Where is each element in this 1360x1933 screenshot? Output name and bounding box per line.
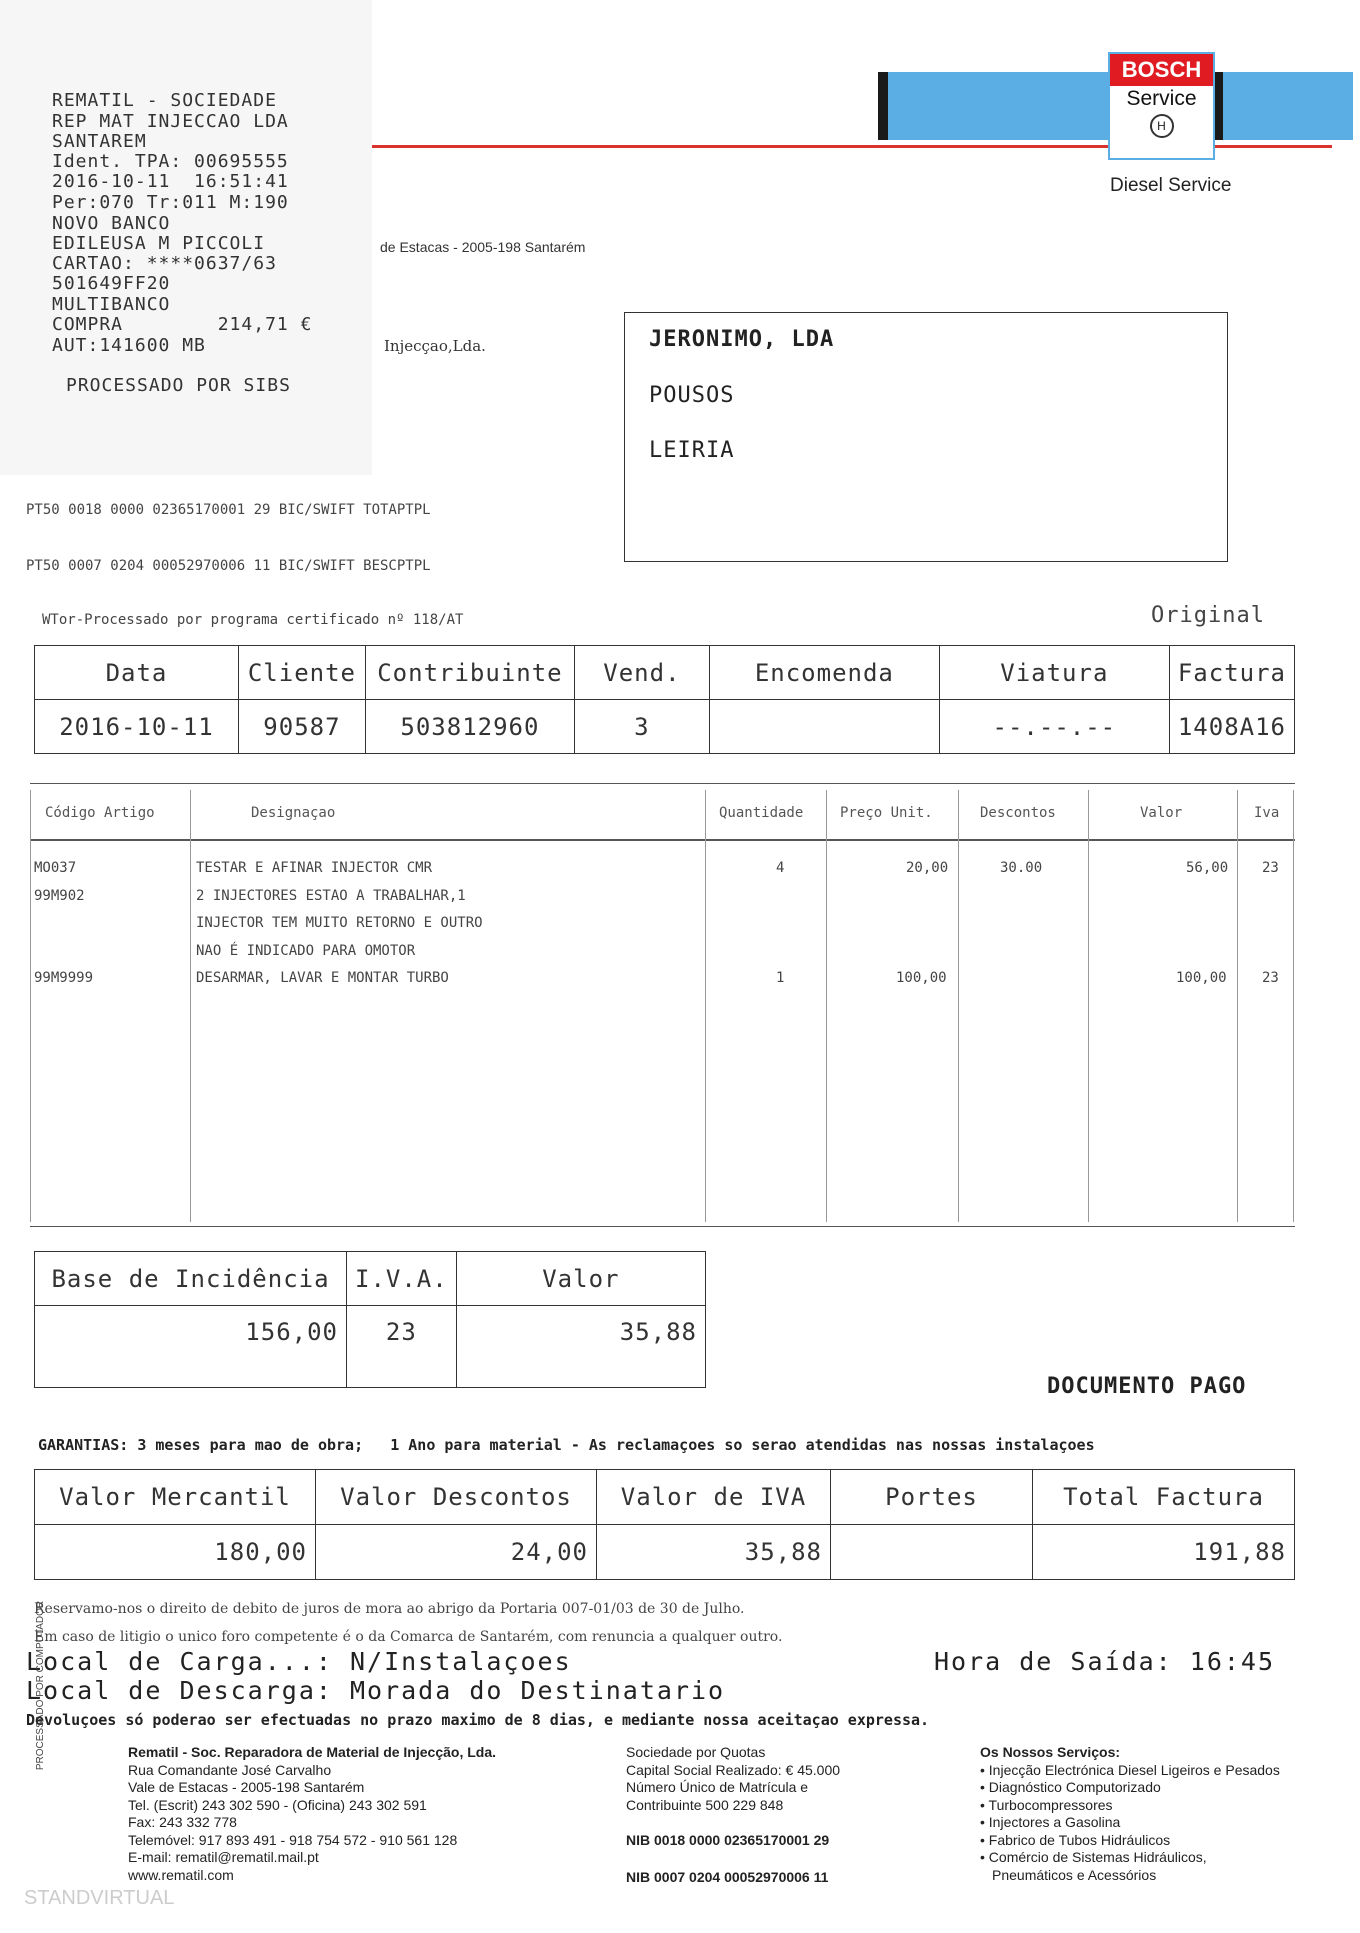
footer-quotas: Sociedade por Quotas [626,1744,766,1760]
tax-label-base: Base de Incidência [35,1252,347,1306]
items-header-unit-price: Preço Unit. [840,805,933,821]
receipt-line: 501649FF20 [52,273,171,294]
header-value-cliente: 90587 [238,700,365,754]
receipt-line: EDILEUSA M PICCOLI [52,233,266,254]
header-label-factura: Factura [1169,646,1294,700]
unload-location: Local de Descarga: Morada do Destinatario [26,1676,726,1705]
total-label-iva: Valor de IVA [597,1470,831,1525]
returns-policy: Devoluçoes só poderao ser efectuadas no prazo maximo de 8 dias, e mediante nossa aceitaçao expressa. [26,1711,930,1729]
tax-value-iva: 23 [347,1306,457,1388]
tax-label-iva: I.V.A. [347,1252,457,1306]
certification-line: WTor-Processado por programa certificado nº 118/AT [42,612,464,628]
header-value-viatura: --.--.-- [939,700,1169,754]
invoice-header-table [34,645,1295,754]
footer-services-block [980,1744,1320,1884]
total-label-mercantil: Valor Mercantil [35,1470,316,1525]
header-label-cliente: Cliente [238,646,365,700]
line-items-table [30,783,1295,1227]
paid-stamp: DOCUMENTO PAGO [1047,1374,1247,1399]
total-label-factura: Total Factura [1033,1470,1295,1525]
receipt-line: REMATIL - SOCIEDADE [52,90,277,111]
copy-label: Original [1151,603,1265,628]
header-value-encomenda [709,700,939,754]
interest-note: Reservamo-nos o direito de debito de juros de mora ao abrigo da Portaria 007-01/03 de 30 de Julho. [34,1601,745,1617]
item-description: TESTAR E AFINAR INJECTOR CMR [196,860,433,876]
diesel-service-label: Diesel Service [1110,175,1232,196]
footer-registry: Número Único de Matrícula e [626,1779,809,1795]
total-value-descontos: 24,00 [316,1525,597,1580]
items-header-code: Código Artigo [45,805,155,821]
footer-legal-block [626,1744,936,1814]
item-description: 2 INJECTORES ESTAO A TRABALHAR,1 [196,888,466,904]
total-value-factura: 191,88 [1033,1525,1295,1580]
service-item: • Turbocompressores [980,1797,1320,1815]
items-header-value: Valor [1140,805,1183,821]
footer-website: www.rematil.com [128,1866,234,1883]
logo-service: Service [1126,87,1197,110]
total-value-iva: 35,88 [597,1525,831,1580]
item-iva: 23 [1262,860,1279,876]
column-rule [30,790,31,1222]
item-description: DESARMAR, LAVAR E MONTAR TURBO [196,970,449,986]
items-header-iva: Iva [1254,805,1280,821]
footer-fax: Fax: 243 332 778 [128,1814,237,1830]
receipt-line: SANTAREM [52,131,147,152]
warranty-text: GARANTIAS: 3 meses para mao de obra; 1 Ano para material - As reclamaçoes so serao atendidas nas nossas instalaçoes [38,1436,1095,1454]
header-value-contribuinte: 503812960 [365,700,574,754]
header-label-contribuinte: Contribuinte [365,646,574,700]
nib-1-text: NIB 0018 0000 02365170001 29 [626,1832,830,1848]
item-value: 56,00 [1186,860,1229,876]
bosch-service-logo [1108,52,1215,160]
item-description: INJECTOR TEM MUITO RETORNO E OUTRO [196,915,483,931]
tax-summary-table [34,1251,706,1388]
receipt-line: REP MAT INJECCAO LDA [52,111,289,132]
footer-email: E-mail: rematil@rematil.mail.pt [128,1849,319,1865]
tax-value-amount: 35,88 [456,1306,705,1388]
computer-processed-label: PROCESSADO POR COMPUTADOR [35,1600,47,1771]
item-discount: 30.00 [1000,860,1043,876]
footer-mobile: Telemóvel: 917 893 491 - 918 754 572 - 910 561 128 [128,1831,458,1848]
bank-iban-2: PT50 0007 0204 00052970006 11 BIC/SWIFT BESCPTPL [26,558,431,574]
item-quantity: 1 [776,970,785,986]
client-city: LEIRIA [649,438,735,463]
receipt-line: PROCESSADO POR SIBS [66,375,291,396]
column-rule [705,790,706,1222]
footer-address-1: Rua Comandante José Carvalho [128,1761,332,1778]
column-rule [958,790,959,1222]
column-rule [826,790,827,1222]
footer-company-block [128,1744,598,1884]
load-location: Local de Carga...: N/Instalaçoes [26,1647,572,1676]
items-header-description: Designaçao [251,805,336,821]
receipt-line: MULTIBANCO [52,294,171,315]
item-iva: 23 [1262,970,1279,986]
tax-value-base: 156,00 [35,1306,347,1388]
footer-telephone: Tel. (Escrit) 243 302 590 - (Oficina) 243 302 591 [128,1796,427,1813]
item-code: 99M9999 [34,970,94,986]
bank-iban-1: PT50 0018 0000 02365170001 29 BIC/SWIFT TOTAPTPL [26,502,431,518]
items-header-discounts: Descontos [980,805,1056,821]
service-item: • Injecção Electrónica Diesel Ligeiros e Pesados [980,1762,1320,1780]
column-rule [1088,790,1089,1222]
service-item: • Fabrico de Tubos Hidráulicos [980,1832,1320,1850]
footer-capital: Capital Social Realizado: € 45.000 [626,1761,841,1778]
header-label-vend: Vend. [574,646,709,700]
footer-nib-1 [626,1832,829,1850]
footer-address-2: Vale de Estacas - 2005-198 Santarém [128,1779,365,1795]
items-header-quantity: Quantidade [719,805,804,821]
item-unit-price: 100,00 [896,970,947,986]
header-band [1215,72,1353,140]
header-value-vend: 3 [574,700,709,754]
header-label-data: Data [35,646,239,700]
court-note: Em caso de litigio o unico foro competente é o da Comarca de Santarém, com renuncia a qualquer outro. [34,1629,783,1645]
receipt-line: NOVO BANCO [52,213,171,234]
footer-taxid: Contribuinte 500 229 848 [626,1796,784,1813]
receipt-line: CARTAO: ****0637/63 [52,253,277,274]
receipt-line: COMPRA 214,71 € [52,314,313,335]
item-quantity: 4 [776,860,785,876]
receipt-line: Per:070 Tr:011 M:190 [52,192,289,213]
column-rule [1237,790,1238,1222]
totals-table [34,1469,1295,1580]
receipt-line: 2016-10-11 16:51:41 [52,171,289,192]
item-description: NAO É INDICADO PARA OMOTOR [196,943,416,959]
item-code: 99M902 [34,888,85,904]
header-label-viatura: Viatura [939,646,1169,700]
receipt-line: AUT:141600 MB [52,335,206,356]
receipt-line: Ident. TPA: 00695555 [52,151,289,172]
nib-2-text: NIB 0007 0204 00052970006 11 [626,1869,829,1885]
item-code: MO037 [34,860,77,876]
client-locality: POUSOS [649,383,735,408]
footer-company-name: Rematil - Soc. Reparadora de Material de Injecção, Lda. [128,1744,497,1760]
column-rule [190,790,191,1222]
total-value-portes [831,1525,1033,1580]
company-address-partial: de Estacas - 2005-198 Santarém [380,239,586,255]
line-items-header-rule [30,839,1295,841]
company-name-partial: Injecçao,Lda. [384,337,486,355]
total-label-descontos: Valor Descontos [316,1470,597,1525]
total-label-portes: Portes [831,1470,1033,1525]
client-address-box [624,312,1228,562]
header-label-encomenda: Encomenda [709,646,939,700]
service-item: • Diagnóstico Computorizado [980,1779,1320,1797]
logo-brand: BOSCH [1110,54,1213,86]
service-item: • Comércio de Sistemas Hidráulicos, [980,1849,1320,1867]
service-item-continued: Pneumáticos e Acessórios [992,1866,1157,1883]
payment-receipt [0,0,372,475]
bosch-armature-icon: H [1150,114,1174,138]
tax-label-value: Valor [456,1252,705,1306]
item-value: 100,00 [1176,970,1227,986]
services-title: Os Nossos Serviços: [980,1744,1121,1760]
item-unit-price: 20,00 [906,860,949,876]
watermark: STANDVIRTUAL [24,1887,175,1909]
header-value-data: 2016-10-11 [35,700,239,754]
footer-nib-2 [626,1869,828,1887]
header-value-factura: 1408A16 [1169,700,1294,754]
total-value-mercantil: 180,00 [35,1525,316,1580]
header-band [878,72,1118,140]
client-name: JERONIMO, LDA [649,327,835,352]
departure-time: Hora de Saída: 16:45 [934,1647,1276,1676]
column-rule [1293,790,1294,1222]
service-item: • Injectores a Gasolina [980,1814,1320,1832]
